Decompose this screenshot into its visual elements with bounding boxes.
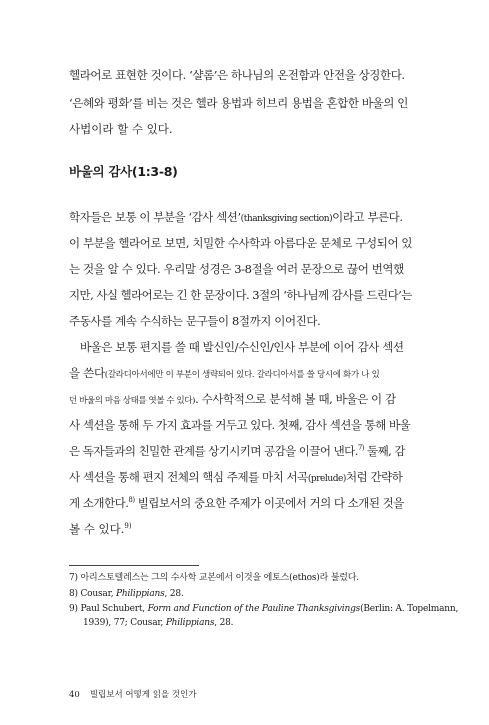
aside-text: (갈라디아서에만 이 부분이 생략되어 있다. 갈라디아서를 쓸 당시에 화가 나 있 [104,370,380,380]
text-span: 이라고 부른다. [332,210,403,224]
body-line: 헬라어로 표현한 것이다. ‘샬롬’은 하나님의 온전함과 안전을 상징한다. [69,68,405,82]
footnote-ref: 7) [357,444,364,453]
footnote-ref: 9) [124,522,132,531]
text-span: 학자들은 보통 이 부분을 ‘감사 섹션’ [69,210,241,224]
english-term: (thanksgiving section) [240,214,333,224]
footnote-9 [69,603,458,615]
body-line: 주동사를 계속 수식하는 문구들이 8절까지 이어진다. [69,314,321,328]
running-title: 빌립보서 어떻게 읽을 것인가 [89,690,197,700]
english-term: (prelude) [307,474,346,484]
body-line: ‘은혜와 평화’를 비는 것은 헬라 용법과 히브리 용법을 혼합한 바울의 인 [69,96,408,110]
body-line: 지만, 사실 헬라어로는 긴 한 문장이다. 3절의 ‘하나님께 감사를 드린다’는 [69,288,412,302]
body-line [69,392,396,408]
body-line: 이 부분을 헬라어로 보면, 치밀한 수사학과 아름다운 문체로 구성되어 있 [69,236,413,250]
body-line [69,522,132,536]
book-title-italic: Form and Function of the Pauline Thanksgivings [147,604,361,614]
text-span: 1939), 77; Cousar, [83,618,166,628]
text-span: 9) Paul Schubert, [69,604,148,614]
body-line [69,210,403,226]
text-span: 8) Cousar, [69,589,117,599]
book-title-italic: Philippians [165,618,215,628]
body-line: 는 것을 알 수 있다. 우리말 성경은 3-8절을 여러 문장으로 끊어 번역했 [69,262,404,276]
footnote-7: 7) 아리스토텔레스는 그의 수사학 교본에서 이것을 에토스(ethos)라 불렀다. [69,573,359,583]
text-span: 사 섹션을 통해 편지 전체의 핵심 주제를 마치 서곡 [69,470,308,484]
book-title-italic: Philippians [116,589,165,599]
footnote-9-continued [83,617,233,629]
body-line [69,444,405,458]
footnote-ref: 8) [128,496,135,505]
body-line [69,470,402,486]
footnote-rule [69,565,199,566]
body-line: 사 섹션을 통해 두 가지 효과를 거두고 있다. 첫째, 감사 섹션을 통해 바울 [69,418,411,432]
body-line: 사법이라 할 수 있다. [69,122,173,136]
text-span: . 수사학적으로 분석해 볼 때, 바울은 이 감 [195,392,396,406]
text-span: (Berlin: A. Topelmann, [360,604,459,614]
section-heading: 바울의 감사(1:3-8) [69,164,178,179]
text-span: 을 쓴다 [69,366,105,380]
text-span: 둘째, 감 [363,444,405,458]
page-footer [69,688,196,700]
text-span: 볼 수 있다. [69,522,125,536]
text-span: 빌립보서의 중요한 주제가 이곳에서 거의 다 소개된 것을 [134,496,404,510]
page-number: 40 [69,690,80,700]
body-line [69,496,404,510]
text-span: 게 소개한다. [69,496,129,510]
aside-text: 던 바울의 마음 상태를 엿볼 수 있다) [69,396,196,406]
body-line: 바울은 보통 편지를 쓸 때 발신인/수신인/인사 부분에 이어 감사 섹션 [80,340,404,354]
text-span: 처럼 간략하 [345,470,403,484]
footnote-8 [69,588,184,600]
text-span: 은 독자들과의 친밀한 관계를 상기시키며 공감을 이끌어 낸다. [69,444,358,458]
text-span: , 28. [164,589,184,599]
text-span: , 28. [214,618,234,628]
body-line [69,366,379,382]
